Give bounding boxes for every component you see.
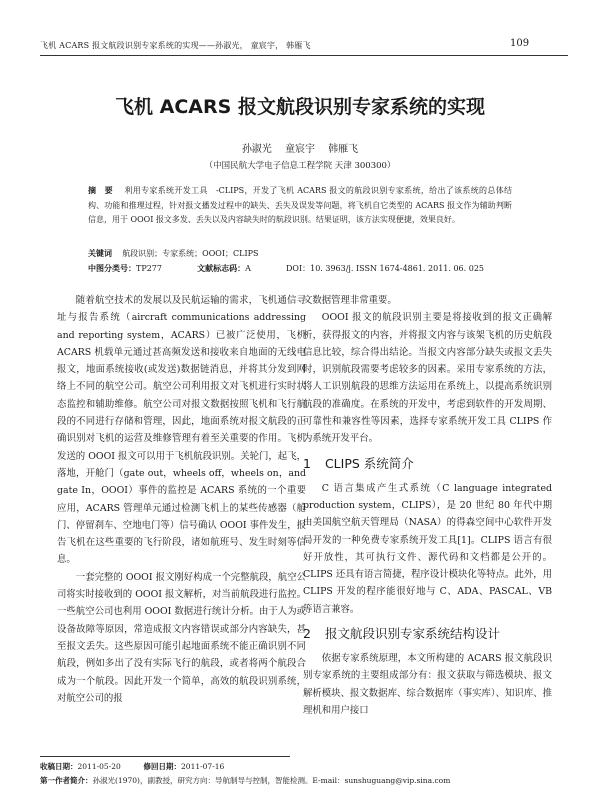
section-number: 1 — [303, 455, 311, 471]
footnote-rule — [40, 756, 290, 757]
header-rule — [40, 55, 568, 56]
keywords — [88, 248, 512, 259]
keywords-text: 航段识别；专家系统；OOOI；CLIPS — [122, 249, 259, 258]
clc-label: 中图分类号： — [88, 264, 136, 273]
body-paragraph: C 语言集成产生式系统（C language integrated production system，CLIPS），是 20 世纪 80 年代中期由美国航空航天管理局（NASA）的得森空间中心软件开发局开发的一种免费专家系统开发工具[1]。CLIPS 语言有很好开放性，其可执行文件、源代码和文档都是公开的。CLIPS 还具有语言简捷，程序设计模块化等特点。此外，用 CLIPS 开发的程序能很好地与 C、ADA、PASCAL、VB 等语言兼容。 — [303, 482, 552, 615]
clc-value: TP277 — [136, 264, 162, 273]
page-number: 109 — [510, 38, 530, 49]
received-label: 收稿日期： — [40, 762, 78, 771]
first-author-text: 孙淑光(1970)，副教授，研究方向：导航制导与控制，智能检测。E-mail：sunshuguang@vip.sina.com — [92, 776, 451, 785]
body-paragraph: 一套完整的 OOOI 报文刚好构成一个完整航段，航空公司将实时接收到的 OOOI 报文解析，对当前航段进行监控。一些航空公司也利用 OOOI 数据进行统计分析。由于人为或设备故障等原因，常造成报文内容错误或部分内容缺失，甚至报文丢失。这些原因可能引起地面系统不能正确识别不同航段，例如多出了没有实际飞行的航段，或者将两个航段合成为一个航段。因此开发一个简单，高效的航段识别系统，对航空公司的报 — [57, 571, 306, 704]
doc-code-value: A — [245, 264, 251, 273]
section-heading-1 — [303, 454, 552, 474]
abstract-label: 摘 要 — [88, 186, 113, 195]
revised-label: 修回日期： — [143, 762, 182, 771]
body-paragraph: 随着航空技术的发展以及民航运输的需求，飞机通信寻址与报告系统（aircraft communications addressing and reporting system，ACARS）已被广泛使用，飞机 ACARS 机载单元通过甚高频发送和接收来自地面的无线电报文，地面系统接收(或发送)数据链消息，并将其分发到网络上不同的航空公司。航空公司利用报文对飞机进行实时状态监控和辅助维修。航空公司对报文数据按照飞机和飞行航段的不同进行存储和管理，因此，地面系统对报文航段的正确识别对飞机的运营及维修管理有着至关重要的作用。飞机发送的 OOOI 报文可以用于飞机航段识别。关轮门，起飞，落地，开舱门（gate out，wheels off，wheels on，and gate In，OOOI）事件的监控是 ACARS 系统的一个重要应用，ACARS 管理单元通过检测飞机上的某些传感器（舱门、停留刹车、空地电门等）信号确认 OOOI 事件发生，报告飞机在这些重要的飞行阶段，诸如航班号、发生时刻等信息。 — [57, 295, 306, 566]
section-heading-2 — [303, 624, 552, 644]
keywords-label: 关键词 — [88, 249, 112, 258]
affiliation: （中国民航大学电子信息工程学院 天津 300300） — [204, 161, 396, 171]
classification-line — [88, 263, 512, 274]
abstract — [88, 184, 512, 228]
running-header: 飞机 ACARS 报文航段识别专家系统的实现——孙淑光， 童宸宇， 韩雁飞 — [40, 41, 311, 50]
doi: DOI：10. 3963/j. ISSN 1674-4861. 2011. 06. 025 — [285, 264, 484, 273]
received-date: 2011-05-20 — [77, 762, 121, 771]
section-number: 2 — [303, 626, 311, 642]
left-column — [57, 292, 306, 707]
revised-date: 2011-07-16 — [181, 762, 225, 771]
right-column — [303, 292, 552, 719]
paper-title: 飞机 ACARS 报文航段识别专家系统的实现 — [115, 96, 485, 118]
body-paragraph: 依据专家系统原理，本文所构建的 ACARS 报文航段识别专家系统的主要组成部分有：报文获取与筛选模块、报文解析模块、报文数据库、综合数据库（事实库）、知识库、推理机和用户接口 — [303, 653, 552, 716]
body-paragraph: 文数据管理非常重要。 — [303, 295, 397, 306]
body-paragraph: OOOI 报文的航段识别主要是将接收到的报文正确解析，获得报文的内容，并将报文内容与该架飞机的历史航段信息比较，综合得出结论。当报文内容部分缺失或报文丢失时，识别航段需要考虑较多的因素。采用专家系统的方法，将人工识别航段的思维方法运用在系统上，以提高系统识别航段的准确度。在系统的开发中，考虑到软件的开发周期、可靠性和兼容性等因素，选择专家系统开发工具 CLIPS 作为系统开发平台。 — [303, 312, 552, 445]
section-title: CLIPS 系统简介 — [324, 455, 414, 471]
abstract-text: 利用专家系统开发工具 -CLIPS，开发了飞机 ACARS 报文的航段识别专家系统，给出了该系统的总体结构、功能和推理过程，针对报文播发过程中的缺失、丢失及误发等问题，将飞机自它类型的 ACARS 报文作为辅助判断信息，用于 OOOI 报文多发、丢失以及内容缺失时的航段识别。结果证明，该方法实现便捷，效果良好。 — [88, 186, 513, 225]
footnote-dates — [40, 761, 568, 772]
section-title: 报文航段识别专家系统结构设计 — [324, 626, 500, 642]
author-list: 孙淑光 童宸宇 韩雁飞 — [241, 144, 359, 155]
footnote-author — [40, 775, 568, 786]
first-author-label: 第一作者简介： — [40, 776, 93, 785]
doc-code-label: 文献标志码： — [197, 264, 246, 273]
